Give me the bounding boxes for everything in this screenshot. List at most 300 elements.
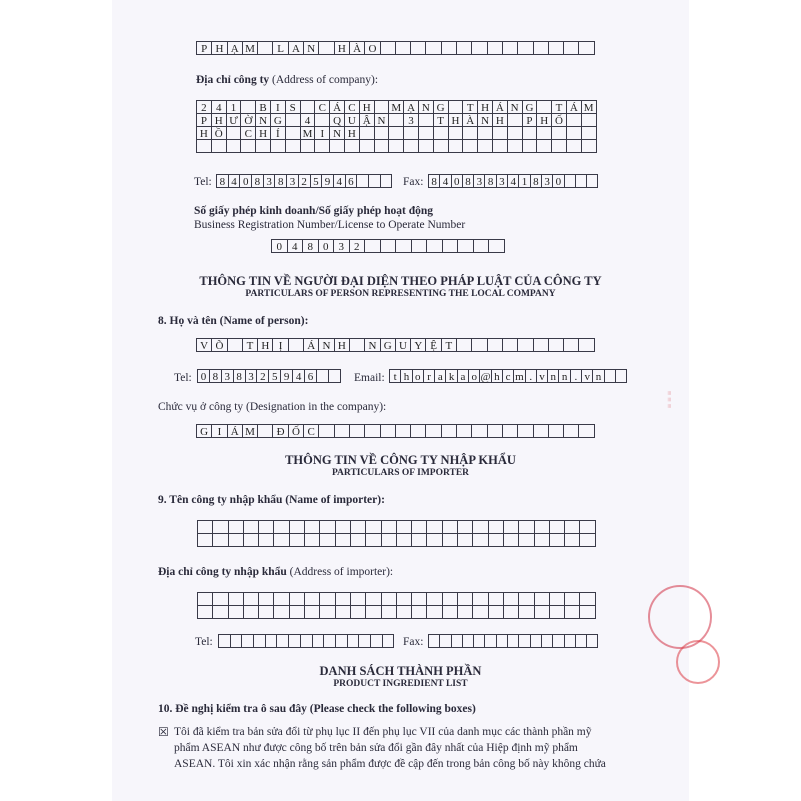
form-cell[interactable] — [502, 338, 518, 352]
form-cell[interactable] — [289, 533, 305, 547]
form-cell[interactable]: 8 — [530, 174, 542, 188]
form-cell[interactable] — [548, 338, 564, 352]
form-cell[interactable]: T — [441, 338, 457, 352]
form-cell[interactable]: 4 — [211, 100, 227, 114]
form-cell[interactable] — [212, 520, 228, 534]
form-cell[interactable] — [522, 126, 538, 140]
form-cell[interactable]: N — [364, 338, 380, 352]
form-cell[interactable] — [197, 605, 213, 619]
form-cell[interactable] — [258, 533, 274, 547]
form-cell[interactable]: n — [558, 369, 570, 383]
form-cell[interactable] — [243, 533, 259, 547]
form-cell[interactable] — [380, 174, 393, 188]
form-cell[interactable]: I — [314, 126, 330, 140]
form-cell[interactable]: C — [240, 126, 256, 140]
form-cell[interactable]: N — [255, 113, 271, 127]
form-cell[interactable] — [410, 41, 426, 55]
form-cell[interactable] — [328, 369, 341, 383]
form-cell[interactable] — [536, 126, 552, 140]
form-cell[interactable] — [197, 533, 213, 547]
form-cell[interactable] — [425, 424, 441, 438]
form-cell[interactable] — [536, 139, 552, 153]
form-cell[interactable] — [533, 41, 549, 55]
form-cell[interactable] — [441, 41, 457, 55]
form-cell[interactable]: 2 — [196, 100, 212, 114]
form-cell[interactable] — [273, 520, 289, 534]
form-cell[interactable]: H — [211, 113, 227, 127]
form-cell[interactable] — [579, 520, 595, 534]
form-cell[interactable]: C — [314, 100, 330, 114]
form-cell[interactable] — [534, 605, 550, 619]
form-cell[interactable] — [411, 592, 427, 606]
form-cell[interactable] — [471, 424, 487, 438]
form-cell[interactable] — [457, 239, 474, 253]
form-cell[interactable] — [418, 139, 434, 153]
form-cell[interactable] — [448, 100, 464, 114]
form-cell[interactable]: 8 — [216, 174, 229, 188]
form-cell[interactable] — [273, 592, 289, 606]
form-cell[interactable]: 2 — [298, 174, 311, 188]
form-cell[interactable] — [502, 424, 518, 438]
form-cell[interactable] — [426, 592, 442, 606]
form-cell[interactable] — [228, 533, 244, 547]
form-cell[interactable]: N — [374, 113, 390, 127]
form-cell[interactable] — [488, 533, 504, 547]
form-cell[interactable]: 9 — [280, 369, 293, 383]
form-cell[interactable] — [586, 174, 598, 188]
form-cell[interactable]: 4 — [333, 174, 346, 188]
form-cell[interactable] — [442, 520, 458, 534]
form-cell[interactable] — [487, 338, 503, 352]
form-cell[interactable] — [522, 139, 538, 153]
form-cell[interactable]: 8 — [302, 239, 319, 253]
form-cell[interactable]: 4 — [287, 239, 304, 253]
form-cell[interactable]: M — [242, 41, 258, 55]
form-cell[interactable] — [374, 139, 390, 153]
form-cell[interactable]: o — [412, 369, 424, 383]
form-cell[interactable] — [579, 605, 595, 619]
form-cell[interactable] — [518, 533, 534, 547]
form-cell[interactable] — [473, 239, 490, 253]
form-cell[interactable]: 3 — [286, 174, 299, 188]
form-cell[interactable] — [319, 592, 335, 606]
form-cell[interactable]: 8 — [233, 369, 246, 383]
form-cell[interactable] — [448, 126, 464, 140]
form-cell[interactable]: H — [448, 113, 464, 127]
form-cell[interactable]: H — [344, 126, 360, 140]
form-cell[interactable]: 3 — [221, 369, 234, 383]
form-cell[interactable]: N — [507, 100, 523, 114]
form-cell[interactable] — [228, 592, 244, 606]
form-cell[interactable]: G — [522, 100, 538, 114]
form-cell[interactable]: H — [492, 113, 508, 127]
form-cell[interactable] — [549, 520, 565, 534]
form-cell[interactable] — [329, 139, 345, 153]
form-cell[interactable]: 4 — [507, 174, 519, 188]
form-cell[interactable] — [374, 126, 390, 140]
form-cell[interactable]: G — [380, 338, 396, 352]
form-cell[interactable]: 3 — [403, 113, 419, 127]
form-cell[interactable] — [381, 605, 397, 619]
form-cell[interactable]: 8 — [462, 174, 474, 188]
form-cell[interactable]: Ố — [551, 113, 567, 127]
form-cell[interactable] — [549, 533, 565, 547]
form-cell[interactable] — [548, 41, 564, 55]
form-cell[interactable] — [319, 605, 335, 619]
form-cell[interactable]: 3 — [496, 174, 508, 188]
form-cell[interactable] — [350, 605, 366, 619]
form-cell[interactable] — [380, 239, 397, 253]
form-cell[interactable] — [471, 41, 487, 55]
form-cell[interactable]: 1 — [226, 100, 242, 114]
form-cell[interactable] — [487, 41, 503, 55]
form-cell[interactable] — [349, 338, 365, 352]
form-cell[interactable] — [197, 520, 213, 534]
form-cell[interactable] — [462, 126, 478, 140]
form-cell[interactable] — [350, 520, 366, 534]
form-cell[interactable] — [517, 424, 533, 438]
form-cell[interactable]: T — [551, 100, 567, 114]
form-cell[interactable] — [381, 520, 397, 534]
form-cell[interactable] — [285, 126, 301, 140]
form-cell[interactable]: k — [445, 369, 457, 383]
form-cell[interactable] — [273, 605, 289, 619]
checkbox-checked-icon[interactable]: ☒ — [158, 725, 169, 739]
form-cell[interactable] — [212, 605, 228, 619]
form-cell[interactable] — [534, 520, 550, 534]
form-cell[interactable] — [226, 139, 242, 153]
form-cell[interactable] — [226, 126, 242, 140]
form-cell[interactable]: 0 — [318, 239, 335, 253]
form-cell[interactable] — [551, 139, 567, 153]
form-cell[interactable] — [300, 139, 316, 153]
form-cell[interactable]: 0 — [271, 239, 288, 253]
form-cell[interactable] — [426, 533, 442, 547]
form-cell[interactable]: 4 — [228, 174, 241, 188]
form-cell[interactable] — [212, 533, 228, 547]
form-cell[interactable] — [615, 369, 627, 383]
form-cell[interactable]: 3 — [473, 174, 485, 188]
form-cell[interactable] — [517, 41, 533, 55]
form-cell[interactable] — [257, 41, 273, 55]
form-cell[interactable] — [418, 113, 434, 127]
form-cell[interactable]: v — [536, 369, 548, 383]
form-cell[interactable] — [564, 592, 580, 606]
form-cell[interactable] — [285, 139, 301, 153]
form-cell[interactable] — [507, 139, 523, 153]
form-cell[interactable] — [503, 520, 519, 534]
form-cell[interactable] — [359, 126, 375, 140]
form-cell[interactable] — [442, 533, 458, 547]
form-cell[interactable] — [488, 592, 504, 606]
form-cell[interactable] — [492, 126, 508, 140]
form-cell[interactable] — [381, 533, 397, 547]
form-cell[interactable] — [365, 533, 381, 547]
form-cell[interactable]: T — [433, 113, 449, 127]
form-cell[interactable]: H — [211, 41, 227, 55]
form-cell[interactable]: À — [349, 41, 365, 55]
form-cell[interactable] — [492, 139, 508, 153]
form-cell[interactable]: Á — [566, 100, 582, 114]
form-cell[interactable]: 5 — [310, 174, 323, 188]
form-cell[interactable] — [507, 126, 523, 140]
form-cell[interactable] — [381, 592, 397, 606]
form-cell[interactable] — [365, 592, 381, 606]
form-cell[interactable] — [579, 592, 595, 606]
form-cell[interactable]: N — [477, 113, 493, 127]
form-cell[interactable] — [304, 605, 320, 619]
form-cell[interactable] — [243, 592, 259, 606]
form-cell[interactable] — [349, 424, 365, 438]
form-cell[interactable]: M — [388, 100, 404, 114]
form-cell[interactable] — [318, 424, 334, 438]
form-cell[interactable]: H — [196, 126, 212, 140]
form-cell[interactable]: U — [344, 113, 360, 127]
form-cell[interactable] — [534, 592, 550, 606]
form-cell[interactable]: 3 — [263, 174, 276, 188]
form-cell[interactable] — [228, 605, 244, 619]
form-cell[interactable] — [488, 520, 504, 534]
form-cell[interactable]: 3 — [333, 239, 350, 253]
form-cell[interactable]: Ạ — [403, 100, 419, 114]
form-cell[interactable]: h — [491, 369, 503, 383]
form-cell[interactable] — [335, 533, 351, 547]
form-cell[interactable] — [314, 139, 330, 153]
form-cell[interactable] — [487, 424, 503, 438]
form-cell[interactable]: t — [389, 369, 401, 383]
form-cell[interactable] — [273, 533, 289, 547]
form-cell[interactable] — [196, 139, 212, 153]
form-cell[interactable]: 0 — [451, 174, 463, 188]
form-cell[interactable] — [334, 424, 350, 438]
form-cell[interactable] — [418, 126, 434, 140]
form-cell[interactable]: O — [364, 41, 380, 55]
form-cell[interactable] — [566, 139, 582, 153]
form-cell[interactable] — [388, 113, 404, 127]
form-cell[interactable] — [304, 533, 320, 547]
form-cell[interactable]: 8 — [274, 174, 287, 188]
form-cell[interactable]: H — [334, 41, 350, 55]
form-cell[interactable] — [503, 533, 519, 547]
form-cell[interactable]: 8 — [484, 174, 496, 188]
form-cell[interactable] — [586, 634, 598, 648]
form-cell[interactable]: c — [502, 369, 514, 383]
form-cell[interactable] — [518, 605, 534, 619]
form-cell[interactable] — [564, 533, 580, 547]
form-cell[interactable]: H — [257, 338, 273, 352]
form-cell[interactable] — [507, 113, 523, 127]
form-cell[interactable] — [566, 126, 582, 140]
form-cell[interactable] — [257, 424, 273, 438]
form-cell[interactable] — [517, 338, 533, 352]
form-cell[interactable]: 8 — [428, 174, 440, 188]
form-cell[interactable] — [364, 239, 381, 253]
form-cell[interactable] — [212, 592, 228, 606]
form-cell[interactable]: M — [300, 126, 316, 140]
form-cell[interactable] — [579, 533, 595, 547]
form-cell[interactable] — [350, 533, 366, 547]
form-cell[interactable]: Ố — [288, 424, 304, 438]
form-cell[interactable] — [403, 139, 419, 153]
form-cell[interactable] — [477, 139, 493, 153]
form-cell[interactable] — [456, 338, 472, 352]
form-cell[interactable]: a — [457, 369, 469, 383]
form-cell[interactable]: C — [303, 424, 319, 438]
form-cell[interactable] — [359, 139, 375, 153]
form-cell[interactable]: A — [288, 41, 304, 55]
form-cell[interactable] — [380, 424, 396, 438]
form-cell[interactable] — [472, 605, 488, 619]
form-cell[interactable]: 9 — [321, 174, 334, 188]
form-cell[interactable]: Đ — [272, 424, 288, 438]
form-cell[interactable] — [457, 533, 473, 547]
form-cell[interactable] — [288, 338, 304, 352]
form-cell[interactable] — [364, 424, 380, 438]
form-cell[interactable] — [442, 239, 459, 253]
form-cell[interactable]: 6 — [304, 369, 317, 383]
form-cell[interactable] — [472, 592, 488, 606]
form-cell[interactable]: v — [581, 369, 593, 383]
form-cell[interactable]: 0 — [197, 369, 210, 383]
form-cell[interactable]: 4 — [300, 113, 316, 127]
form-cell[interactable] — [581, 126, 597, 140]
form-cell[interactable] — [566, 113, 582, 127]
form-cell[interactable] — [335, 592, 351, 606]
form-cell[interactable]: 2 — [349, 239, 366, 253]
form-cell[interactable]: L — [272, 41, 288, 55]
form-cell[interactable]: 3 — [245, 369, 258, 383]
form-cell[interactable]: 4 — [292, 369, 305, 383]
form-cell[interactable] — [518, 520, 534, 534]
form-cell[interactable] — [426, 520, 442, 534]
form-cell[interactable] — [335, 605, 351, 619]
form-cell[interactable]: 2 — [256, 369, 269, 383]
form-cell[interactable]: P — [196, 113, 212, 127]
form-cell[interactable] — [456, 424, 472, 438]
form-cell[interactable] — [549, 592, 565, 606]
form-cell[interactable]: H — [334, 338, 350, 352]
form-cell[interactable] — [243, 605, 259, 619]
form-cell[interactable] — [403, 126, 419, 140]
form-cell[interactable]: o — [468, 369, 480, 383]
form-cell[interactable] — [578, 424, 594, 438]
form-cell[interactable]: Ờ — [240, 113, 256, 127]
form-cell[interactable]: Á — [227, 424, 243, 438]
form-cell[interactable] — [396, 592, 412, 606]
form-cell[interactable] — [472, 533, 488, 547]
form-cell[interactable]: C — [344, 100, 360, 114]
form-cell[interactable]: h — [400, 369, 412, 383]
form-cell[interactable]: Ậ — [359, 113, 375, 127]
form-cell[interactable]: P — [522, 113, 538, 127]
form-cell[interactable] — [197, 592, 213, 606]
form-cell[interactable]: Ị — [272, 338, 288, 352]
form-cell[interactable] — [388, 126, 404, 140]
form-cell[interactable] — [503, 605, 519, 619]
form-cell[interactable] — [433, 139, 449, 153]
form-cell[interactable]: 3 — [541, 174, 553, 188]
form-cell[interactable] — [425, 41, 441, 55]
form-cell[interactable] — [426, 605, 442, 619]
form-cell[interactable] — [314, 113, 330, 127]
form-cell[interactable]: N — [303, 41, 319, 55]
form-cell[interactable] — [457, 605, 473, 619]
form-cell[interactable] — [433, 126, 449, 140]
form-cell[interactable] — [396, 605, 412, 619]
form-cell[interactable]: 0 — [239, 174, 252, 188]
form-cell[interactable]: n — [592, 369, 604, 383]
form-cell[interactable]: Á — [303, 338, 319, 352]
form-cell[interactable] — [365, 605, 381, 619]
form-cell[interactable] — [548, 424, 564, 438]
form-cell[interactable] — [388, 139, 404, 153]
form-cell[interactable] — [503, 592, 519, 606]
form-cell[interactable] — [462, 139, 478, 153]
form-cell[interactable]: G — [433, 100, 449, 114]
form-cell[interactable]: I — [270, 100, 286, 114]
form-cell[interactable]: Í — [270, 126, 286, 140]
form-cell[interactable] — [564, 520, 580, 534]
form-cell[interactable] — [533, 424, 549, 438]
form-cell[interactable] — [448, 139, 464, 153]
form-cell[interactable]: T — [462, 100, 478, 114]
form-cell[interactable] — [396, 520, 412, 534]
form-cell[interactable] — [578, 338, 594, 352]
form-cell[interactable]: M — [581, 100, 597, 114]
form-cell[interactable] — [551, 126, 567, 140]
form-cell[interactable]: Y — [410, 338, 426, 352]
form-cell[interactable] — [457, 592, 473, 606]
form-cell[interactable] — [564, 605, 580, 619]
form-cell[interactable] — [240, 100, 256, 114]
form-cell[interactable] — [518, 592, 534, 606]
form-cell[interactable]: B — [255, 100, 271, 114]
form-cell[interactable] — [228, 520, 244, 534]
form-cell[interactable] — [395, 41, 411, 55]
form-cell[interactable] — [536, 100, 552, 114]
form-cell[interactable]: À — [462, 113, 478, 127]
form-cell[interactable] — [442, 592, 458, 606]
form-cell[interactable] — [300, 100, 316, 114]
form-cell[interactable] — [211, 139, 227, 153]
form-cell[interactable] — [456, 41, 472, 55]
form-cell[interactable] — [533, 338, 549, 352]
form-cell[interactable] — [395, 239, 412, 253]
form-cell[interactable] — [319, 520, 335, 534]
form-cell[interactable]: @ — [480, 371, 491, 383]
form-cell[interactable]: r — [423, 369, 435, 383]
form-cell[interactable]: Ạ — [227, 41, 243, 55]
form-cell[interactable]: Q — [329, 113, 345, 127]
form-cell[interactable]: 8 — [251, 174, 264, 188]
form-cell[interactable] — [382, 634, 395, 648]
form-cell[interactable] — [441, 424, 457, 438]
form-cell[interactable] — [258, 520, 274, 534]
form-cell[interactable] — [488, 239, 505, 253]
form-cell[interactable] — [578, 41, 594, 55]
form-cell[interactable] — [258, 605, 274, 619]
form-cell[interactable]: S — [285, 100, 301, 114]
form-cell[interactable] — [411, 239, 428, 253]
form-cell[interactable]: m — [515, 371, 524, 383]
form-cell[interactable] — [243, 520, 259, 534]
form-cell[interactable]: 8 — [209, 369, 222, 383]
form-cell[interactable] — [426, 239, 443, 253]
form-cell[interactable] — [502, 41, 518, 55]
form-cell[interactable] — [255, 139, 271, 153]
form-cell[interactable] — [563, 338, 579, 352]
form-cell[interactable] — [240, 139, 256, 153]
